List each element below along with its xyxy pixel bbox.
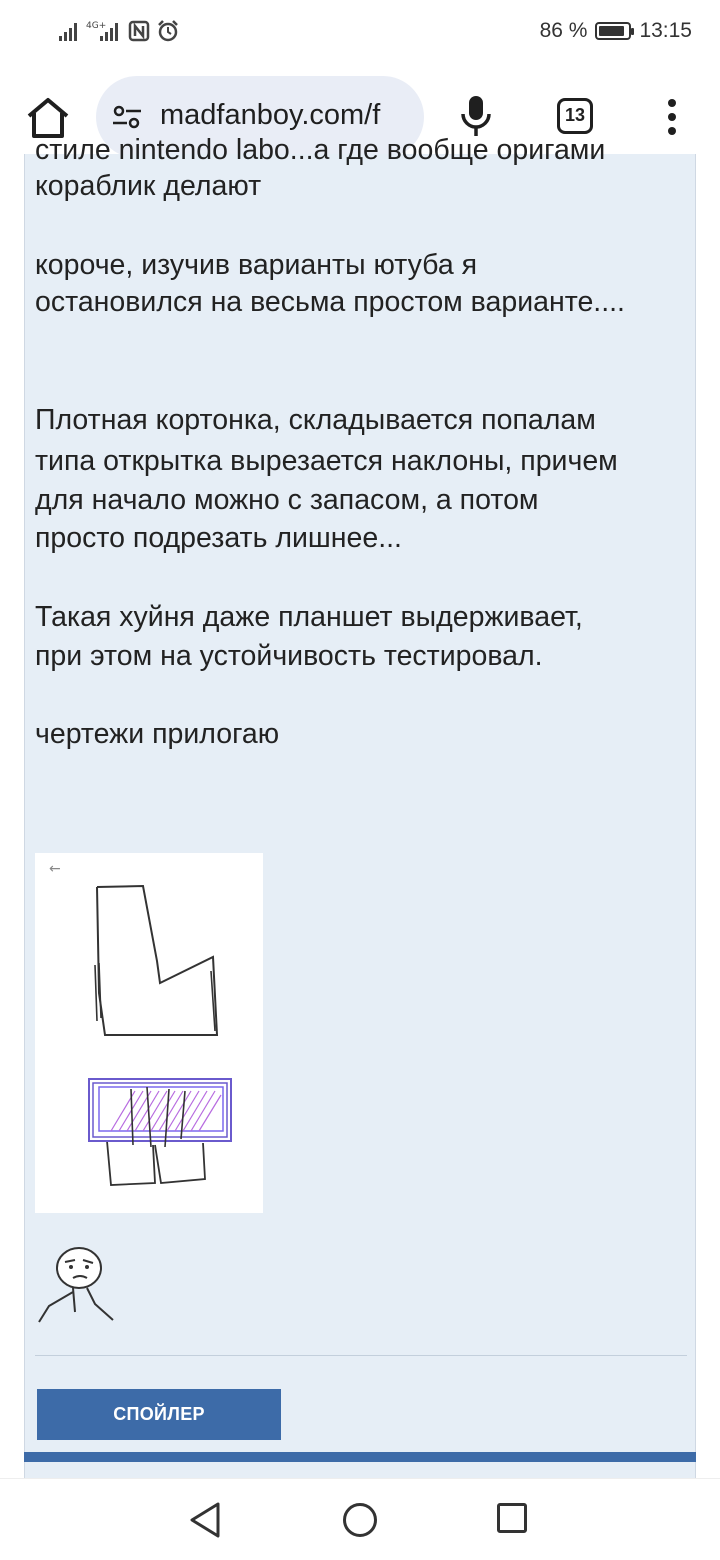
meme-face-image (35, 1242, 117, 1324)
system-nav-bar (0, 1478, 720, 1560)
post-line: чертежи прилогаю (35, 718, 280, 750)
post-line: при этом на устойчивость тестировал. (35, 640, 543, 672)
tabs-icon[interactable]: 13 (557, 98, 593, 134)
post-line: Плотная кортонка, складывается попалам (35, 404, 596, 436)
alarm-icon (156, 19, 180, 43)
home-circle-icon[interactable] (343, 1503, 377, 1537)
post-line: для начало можно с запасом, а потом (35, 484, 539, 516)
post-line: типа открытка вырезается наклоны, причем (35, 445, 618, 477)
next-post-header (24, 1452, 696, 1462)
post-line: кораблик делают (35, 170, 262, 202)
battery-icon (595, 22, 631, 40)
nfc-icon (128, 20, 150, 42)
signal-4g-icon (86, 19, 122, 43)
post-line: просто подрезать лишнее... (35, 522, 402, 554)
forum-post (24, 134, 696, 1456)
post-divider (35, 1355, 687, 1356)
sketch-arrow: ← (49, 861, 61, 877)
spoiler-button[interactable]: СПОЙЛЕР (37, 1389, 281, 1440)
tune-icon[interactable] (112, 104, 142, 130)
status-icons-right (540, 18, 692, 44)
post-line: короче, изучив варианты ютуба я (35, 249, 478, 281)
signal-icon (58, 20, 80, 42)
status-bar (0, 0, 720, 64)
attached-sketch-image[interactable] (35, 853, 263, 1213)
clock: 13:15 (639, 19, 692, 42)
more-vert-icon[interactable] (664, 98, 680, 136)
page-content[interactable] (0, 134, 720, 1478)
recents-icon[interactable] (497, 1503, 527, 1533)
post-line-partial: стиле nintendo labo...а где вообще оригами (35, 134, 606, 166)
back-icon[interactable] (188, 1501, 222, 1539)
url-text[interactable]: madfanboy.com/f (160, 99, 381, 131)
post-line: Такая хуйня даже планшет выдерживает, (35, 601, 583, 633)
svg-text:4G+: 4G+ (86, 21, 107, 31)
battery-fill (599, 26, 623, 36)
battery-percent: 86 % (539, 19, 588, 42)
status-icons-left (58, 18, 180, 44)
post-line: остановился на весьма простом варианте.... (35, 286, 625, 318)
